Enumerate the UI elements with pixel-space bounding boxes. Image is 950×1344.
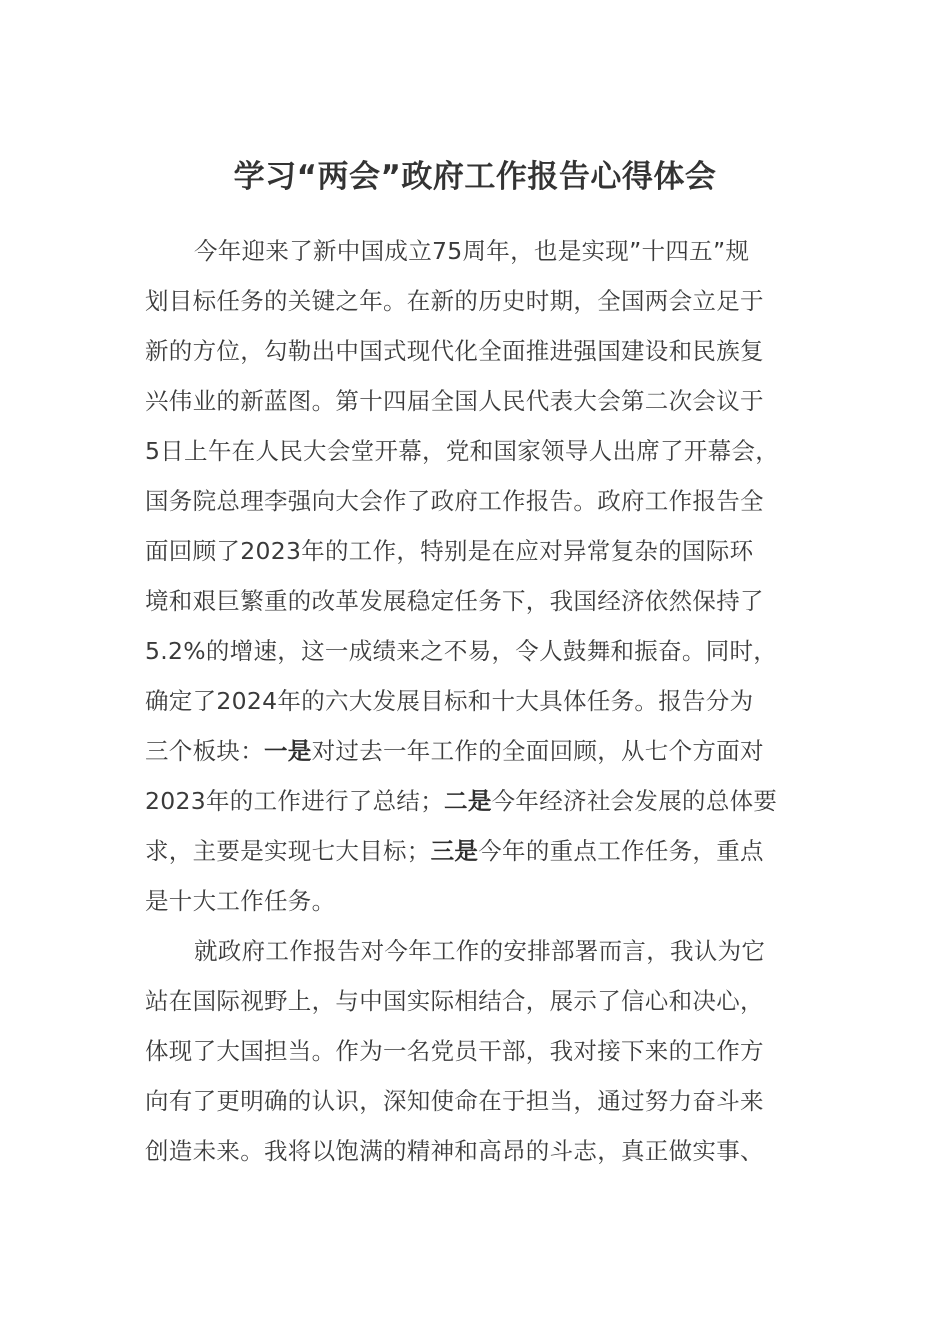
paragraph-line [145,826,809,876]
emphasis-second: 二是 [444,787,492,815]
text-segment: 今年的重点工作任务，重点 [478,837,764,865]
document-title: 学习“两会”政府工作报告心得体会 [233,159,717,195]
paragraph-1 [145,226,809,926]
text-segment: 5日上午在人民大会堂开幕，党和国家领导人出席了开幕会， [145,437,780,465]
paragraph-line [145,376,809,426]
text-segment: 5.2%的增速，这一成绩来之不易，令人鼓舞和振奋。同时， [145,637,778,665]
text-segment: 境和艰巨繁重的改革发展稳定任务下，我国经济依然保持了 [145,587,764,615]
paragraph-line [145,276,809,326]
paragraph-line [145,626,809,676]
text-segment: 向有了更明确的认识，深知使命在于担当，通过努力奋斗来 [145,1087,764,1115]
paragraph-line [145,676,809,726]
paragraph-line [145,726,809,776]
paragraph-line [145,926,809,976]
paragraph-line [145,1126,809,1176]
paragraph-line [145,526,809,576]
text-segment: 今年经济社会发展的总体要 [491,787,778,815]
text-segment: 站在国际视野上，与中国实际相结合，展示了信心和决心， [145,987,764,1015]
text-segment: 三个板块： [145,737,264,765]
paragraph-2 [145,926,809,1176]
text-segment: 兴伟业的新蓝图。第十四届全国人民代表大会第二次会议于 [145,387,764,415]
paragraph-line [145,1026,809,1076]
paragraph-line [145,1076,809,1126]
text-segment: 求，主要是实现七大目标； [145,837,431,865]
paragraph-line [145,776,809,826]
paragraph-line [145,326,809,376]
text-segment: 国务院总理李强向大会作了政府工作报告。政府工作报告全 [145,487,764,515]
text-segment: 对过去一年工作的全面回顾，从七个方面对 [311,737,764,765]
text-segment: 创造未来。我将以饱满的精神和高昂的斗志，真正做实事、 [145,1137,764,1165]
text-segment: 体现了大国担当。作为一名党员干部，我对接下来的工作方 [145,1037,764,1065]
paragraph-line [145,476,809,526]
text-segment: 确定了2024年的六大发展目标和十大具体任务。报告分为 [145,687,754,715]
text-segment: 2023年的工作进行了总结； [145,787,445,815]
text-segment: 是十大工作任务。 [145,887,336,915]
text-segment: 新的方位，勾勒出中国式现代化全面推进强国建设和民族复 [145,337,764,365]
paragraph-line [145,976,809,1026]
text-segment: 今年迎来了新中国成立75周年，也是实现”十四五”规 [194,237,750,265]
emphasis-first: 一是 [264,737,312,765]
text-segment: 划目标任务的关键之年。在新的历史时期，全国两会立足于 [145,287,764,315]
emphasis-third: 三是 [430,837,479,865]
text-segment: 面回顾了2023年的工作，特别是在应对异常复杂的国际环 [145,537,754,565]
paragraph-line [145,576,809,626]
paragraph-line [145,876,809,926]
paragraph-line [145,226,809,276]
paragraph-line [145,426,809,476]
document-body [145,226,809,1176]
text-segment: 就政府工作报告对今年工作的安排部署而言，我认为它 [194,937,766,965]
